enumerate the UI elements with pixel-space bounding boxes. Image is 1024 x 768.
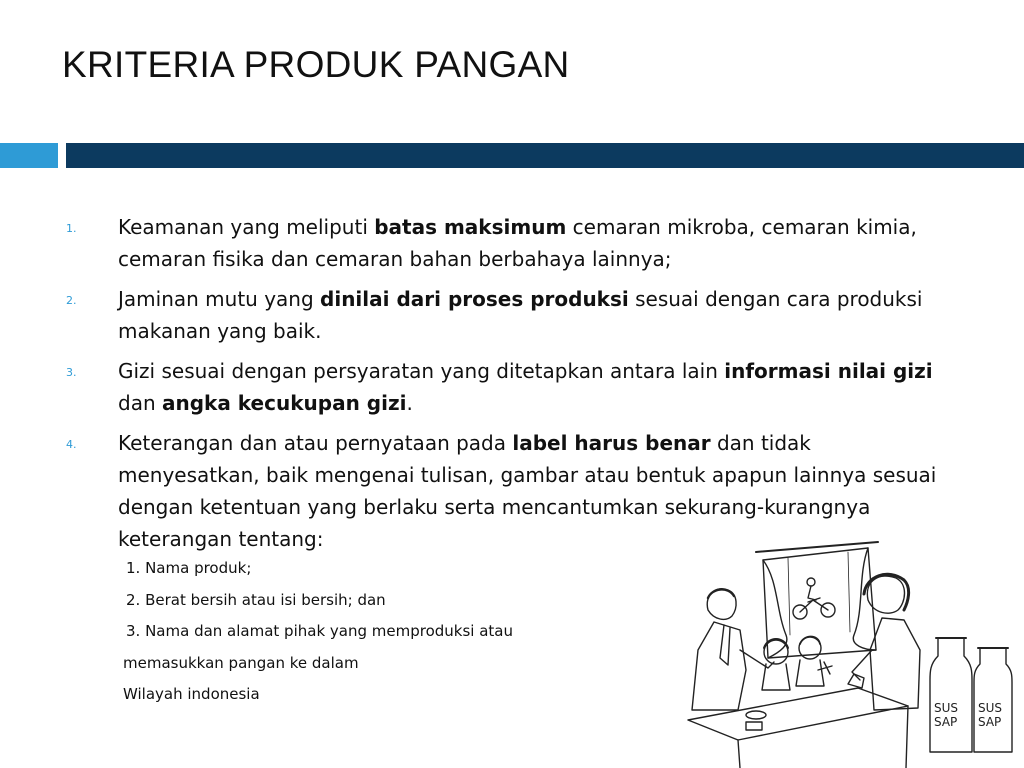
bottle-label-text: SUS <box>978 701 1003 715</box>
label-item: memasukkan pangan ke dalam <box>123 653 359 672</box>
bottle-label-text: SUS <box>934 701 959 715</box>
title-divider-bar <box>66 143 1024 168</box>
criteria-list <box>0 211 1024 563</box>
father-figure-icon <box>692 589 774 710</box>
criteria-item: 2. Jaminan mutu yang dinilai dari proses produksi sesuai dengan cara produksi makanan yang baik. <box>66 287 923 343</box>
slide-title: KRITERIA PRODUK PANGAN <box>62 44 570 85</box>
milk-bottle-icon <box>930 638 972 752</box>
family-meal-illustration <box>668 540 1024 768</box>
label-item: 2. Berat bersih atau isi bersih; dan <box>126 590 386 609</box>
label-item: 3. Nama dan alamat pihak yang memproduksi atau <box>126 622 513 640</box>
mother-figure-icon <box>848 574 920 710</box>
item-number: 3. <box>66 366 77 379</box>
criteria-item: 3. Gizi sesuai dengan persyaratan yang ditetapkan antara lain informasi nilai gizi dan angka kecukupan gizi. <box>66 359 933 415</box>
children-figures-icon <box>762 637 832 691</box>
bottle-label-text: SAP <box>978 715 1002 729</box>
criteria-item: 1. Keamanan yang meliputi batas maksimum cemaran mikroba, cemaran kimia, cemaran fisika dan cemaran bahan berbahaya lainnya; <box>66 215 917 271</box>
motorcycle-rider-icon <box>793 578 835 619</box>
item-number: 1. <box>66 222 77 235</box>
milk-bottle-icon <box>974 648 1012 752</box>
item-number: 2. <box>66 294 77 307</box>
bottle-label-text: SAP <box>934 715 958 729</box>
item-number: 4. <box>66 438 77 451</box>
label-item: Wilayah indonesia <box>123 685 260 703</box>
accent-bar <box>0 143 58 168</box>
criteria-item: 4. Keterangan dan atau pernyataan pada label harus benar dan tidak menyesatkan, baik mengenai tulisan, gambar atau bentuk apapun lainnya sesuai dengan ketentuan yang berlaku serta mencantumkan sekurang-kurangnya keterangan tentang: <box>66 431 937 551</box>
label-item: 1. Nama produk; <box>126 559 252 577</box>
dining-table-icon <box>688 688 908 768</box>
label-items-list <box>123 553 513 711</box>
